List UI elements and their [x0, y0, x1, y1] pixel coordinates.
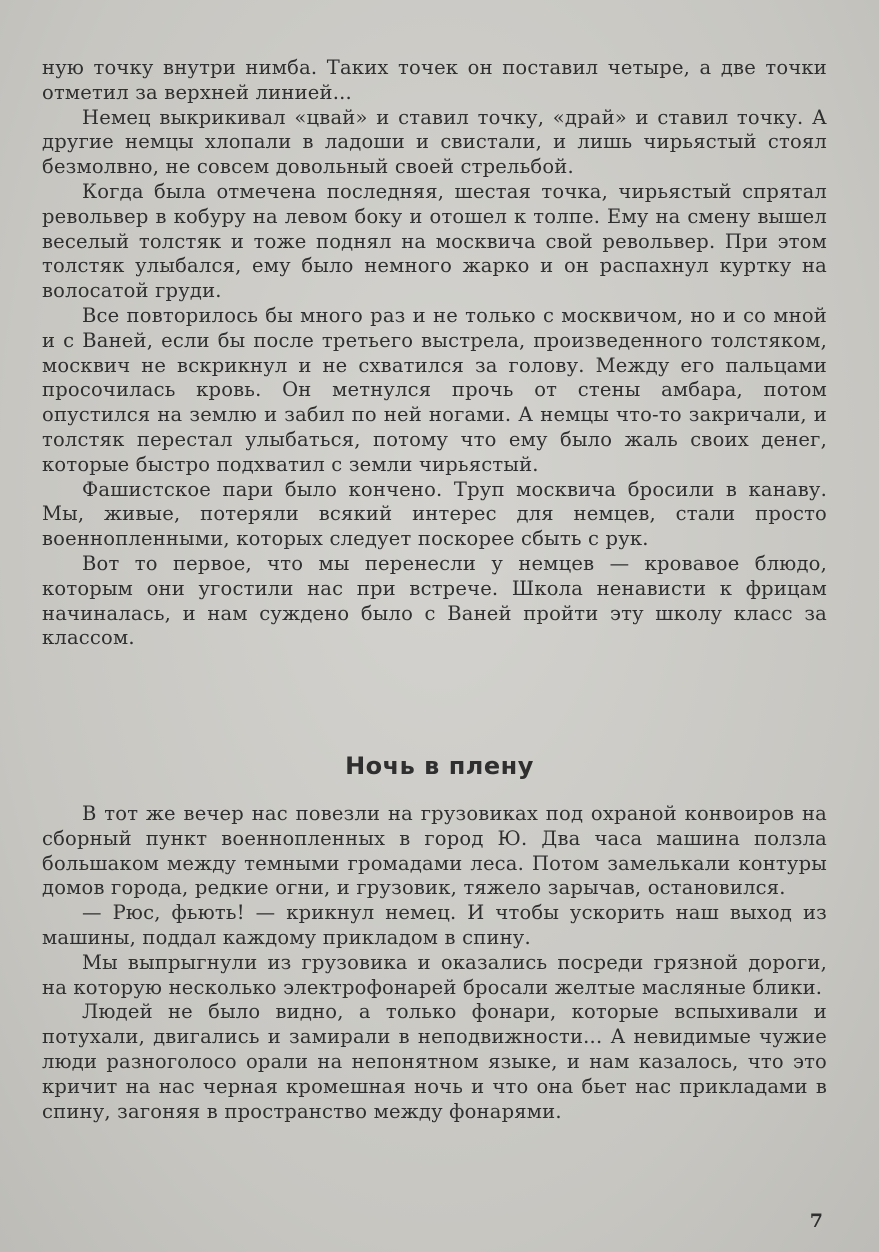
text-section-top	[42, 56, 827, 651]
paragraph: Вот то первое, что мы перенесли у немцев — кровавое блюдо, которым они угостили нас при встрече. Школа ненависти к фрицам начиналась, и нам суждено было с Ваней пройти эту школу класс за классом.	[42, 551, 827, 650]
text-section-bottom	[42, 802, 827, 1124]
page-number: 7	[809, 1210, 823, 1232]
paragraph: — Рюс, фьють! — крикнул немец. И чтобы ускорить наш выход из машины, поддал каждому прикладом в спину.	[42, 901, 827, 949]
paragraph: Мы выпрыгнули из грузовика и оказались посреди грязной дороги, на которую несколько электрофонарей бросали желтые масляные блики.	[42, 950, 827, 999]
paragraph: Людей не было видно, а только фонари, которые вспыхивали и потухали, двигались и замирали в неподвижности... А невидимые чужие люди разноголосо орали на непонятном языке, и нам казалось, что это кричит на нас черная кромешная ночь и что она бьет нас прикладами в спину, загоняя в пространство между фонарями.	[42, 1000, 827, 1123]
paragraph: Когда была отмечена последняя, шестая точка, чирьястый спрятал револьвер в кобуру на левом боку и отошел к толпе. Ему на смену вышел веселый толстяк и тоже поднял на москвича свой револьвер. При этом толстяк улыбался, ему было немного жарко и он распахнул куртку на волосатой груди.	[42, 179, 827, 303]
paragraph: ную точку внутри нимба. Таких точек он поставил четыре, а две точки отметил за верхней линией...	[42, 56, 827, 104]
paragraph: В тот же вечер нас повезли на грузовиках под охраной конвоиров на сборный пункт военнопленных в город Ю. Два часа машина ползла большаком между темными громадами леса. Потом замелькали контуры домов города, редкие огни, и грузовик, тяжело зарычав, остановился.	[42, 802, 827, 900]
paragraph: Немец выкрикивал «цвай» и ставил точку, «драй» и ставил точку. А другие немцы хлопали в ладоши и свистали, и лишь чирьястый стоял безмолвно, не совсем довольный своей стрельбой.	[42, 105, 827, 179]
chapter-heading: Ночь в плену	[345, 752, 534, 780]
paragraph: Все повторилось бы много раз и не только с москвичом, но и со мной и с Ваней, если бы после третьего выстрела, произведенного толстяком, москвич не вскрикнул и не схватился за голову. Между его пальцами просочилась кровь. Он метнулся прочь от стены амбара, потом опустился на землю и забил по ней ногами. А немцы что-то закричали, и толстяк перестал улыбаться, потому что ему было жаль своих денег, которые быстро подхватил с земли чирьястый.	[42, 303, 827, 476]
paragraph: Фашистское пари было кончено. Труп москвича бросили в канаву. Мы, живые, потеряли всякий интерес для немцев, стали просто военнопленными, которых следует поскорее сбыть с рук.	[42, 477, 827, 551]
